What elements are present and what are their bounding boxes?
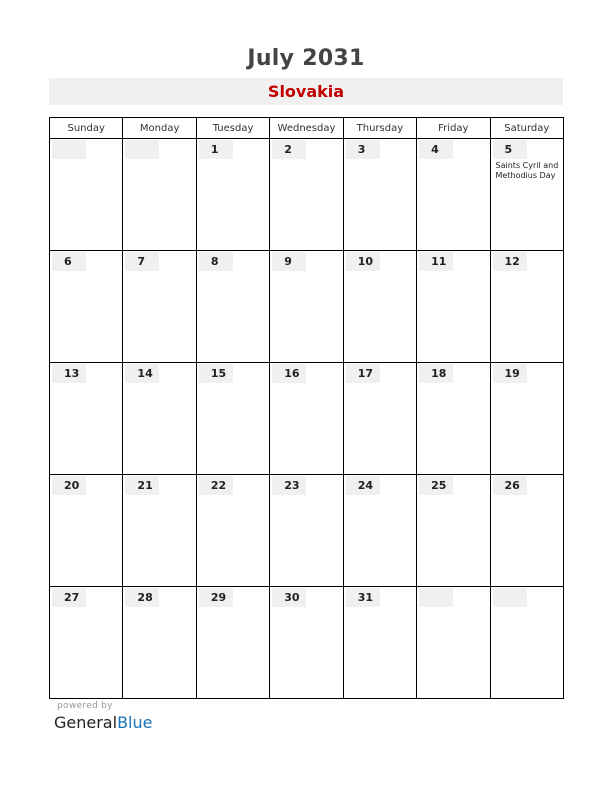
day-cell[interactable]	[490, 587, 563, 699]
calendar-grid	[49, 117, 564, 699]
day-cell[interactable]	[196, 363, 269, 475]
day-cell[interactable]	[196, 139, 269, 251]
day-cell[interactable]	[270, 587, 343, 699]
day-number	[52, 140, 86, 159]
day-cell[interactable]	[123, 363, 196, 475]
holiday-label: Saints Cyril and Methodius Day	[495, 161, 559, 180]
day-number: 7	[125, 252, 159, 271]
week-row	[50, 587, 564, 699]
day-number: 26	[493, 476, 527, 495]
day-cell[interactable]	[417, 139, 490, 251]
day-number	[493, 588, 527, 607]
page-title: July 2031	[247, 46, 365, 71]
day-cell[interactable]	[343, 363, 416, 475]
day-cell[interactable]	[196, 475, 269, 587]
day-cell[interactable]	[343, 251, 416, 363]
day-cell[interactable]	[196, 251, 269, 363]
day-cell[interactable]	[490, 139, 563, 251]
day-cell[interactable]	[417, 475, 490, 587]
weekday-header-row	[50, 118, 564, 139]
day-number	[125, 140, 159, 159]
weekday-sunday: Sunday	[50, 118, 123, 139]
day-cell[interactable]	[123, 251, 196, 363]
day-cell[interactable]	[490, 363, 563, 475]
day-cell[interactable]	[343, 139, 416, 251]
week-row	[50, 251, 564, 363]
day-cell[interactable]	[417, 587, 490, 699]
day-number: 13	[52, 364, 86, 383]
day-number: 8	[199, 252, 233, 271]
day-cell[interactable]	[123, 475, 196, 587]
day-cell[interactable]	[123, 587, 196, 699]
day-cell[interactable]	[490, 251, 563, 363]
day-number: 27	[52, 588, 86, 607]
day-number: 12	[493, 252, 527, 271]
day-number: 6	[52, 252, 86, 271]
generalblue-logo[interactable]	[54, 713, 152, 732]
day-number: 20	[52, 476, 86, 495]
day-cell[interactable]	[50, 475, 123, 587]
day-number: 15	[199, 364, 233, 383]
day-number: 4	[419, 140, 453, 159]
day-number: 25	[419, 476, 453, 495]
day-cell[interactable]	[123, 139, 196, 251]
day-number: 30	[272, 588, 306, 607]
week-row	[50, 139, 564, 251]
weekday-friday: Friday	[417, 118, 490, 139]
day-number: 22	[199, 476, 233, 495]
country-banner	[49, 78, 563, 105]
weekday-wednesday: Wednesday	[270, 118, 343, 139]
day-number: 14	[125, 364, 159, 383]
day-cell[interactable]	[50, 363, 123, 475]
day-number: 28	[125, 588, 159, 607]
day-cell[interactable]	[417, 363, 490, 475]
day-number: 10	[346, 252, 380, 271]
day-number: 17	[346, 364, 380, 383]
weekday-tuesday: Tuesday	[196, 118, 269, 139]
week-row	[50, 363, 564, 475]
weekday-monday: Monday	[123, 118, 196, 139]
day-number	[419, 588, 453, 607]
brand-general: General	[54, 713, 118, 732]
day-cell[interactable]	[270, 251, 343, 363]
day-number: 29	[199, 588, 233, 607]
day-number: 21	[125, 476, 159, 495]
day-cell[interactable]	[50, 587, 123, 699]
day-number: 2	[272, 140, 306, 159]
day-number: 11	[419, 252, 453, 271]
day-cell[interactable]	[343, 587, 416, 699]
day-number: 18	[419, 364, 453, 383]
day-number: 3	[346, 140, 380, 159]
day-cell[interactable]	[50, 139, 123, 251]
country-name: Slovakia	[267, 82, 345, 101]
day-cell[interactable]	[50, 251, 123, 363]
day-number: 1	[199, 140, 233, 159]
day-number: 23	[272, 476, 306, 495]
day-number: 16	[272, 364, 306, 383]
day-cell[interactable]	[490, 475, 563, 587]
day-cell[interactable]	[343, 475, 416, 587]
day-cell[interactable]	[270, 139, 343, 251]
day-cell[interactable]	[270, 475, 343, 587]
day-cell[interactable]	[417, 251, 490, 363]
powered-by-label: powered by	[57, 701, 113, 711]
day-number: 5	[493, 140, 527, 159]
weekday-thursday: Thursday	[343, 118, 416, 139]
day-cell[interactable]	[196, 587, 269, 699]
day-cell[interactable]	[270, 363, 343, 475]
day-number: 31	[346, 588, 380, 607]
brand-blue: Blue	[117, 713, 153, 732]
day-number: 24	[346, 476, 380, 495]
day-number: 9	[272, 252, 306, 271]
day-number: 19	[493, 364, 527, 383]
week-row	[50, 475, 564, 587]
weekday-saturday: Saturday	[490, 118, 563, 139]
